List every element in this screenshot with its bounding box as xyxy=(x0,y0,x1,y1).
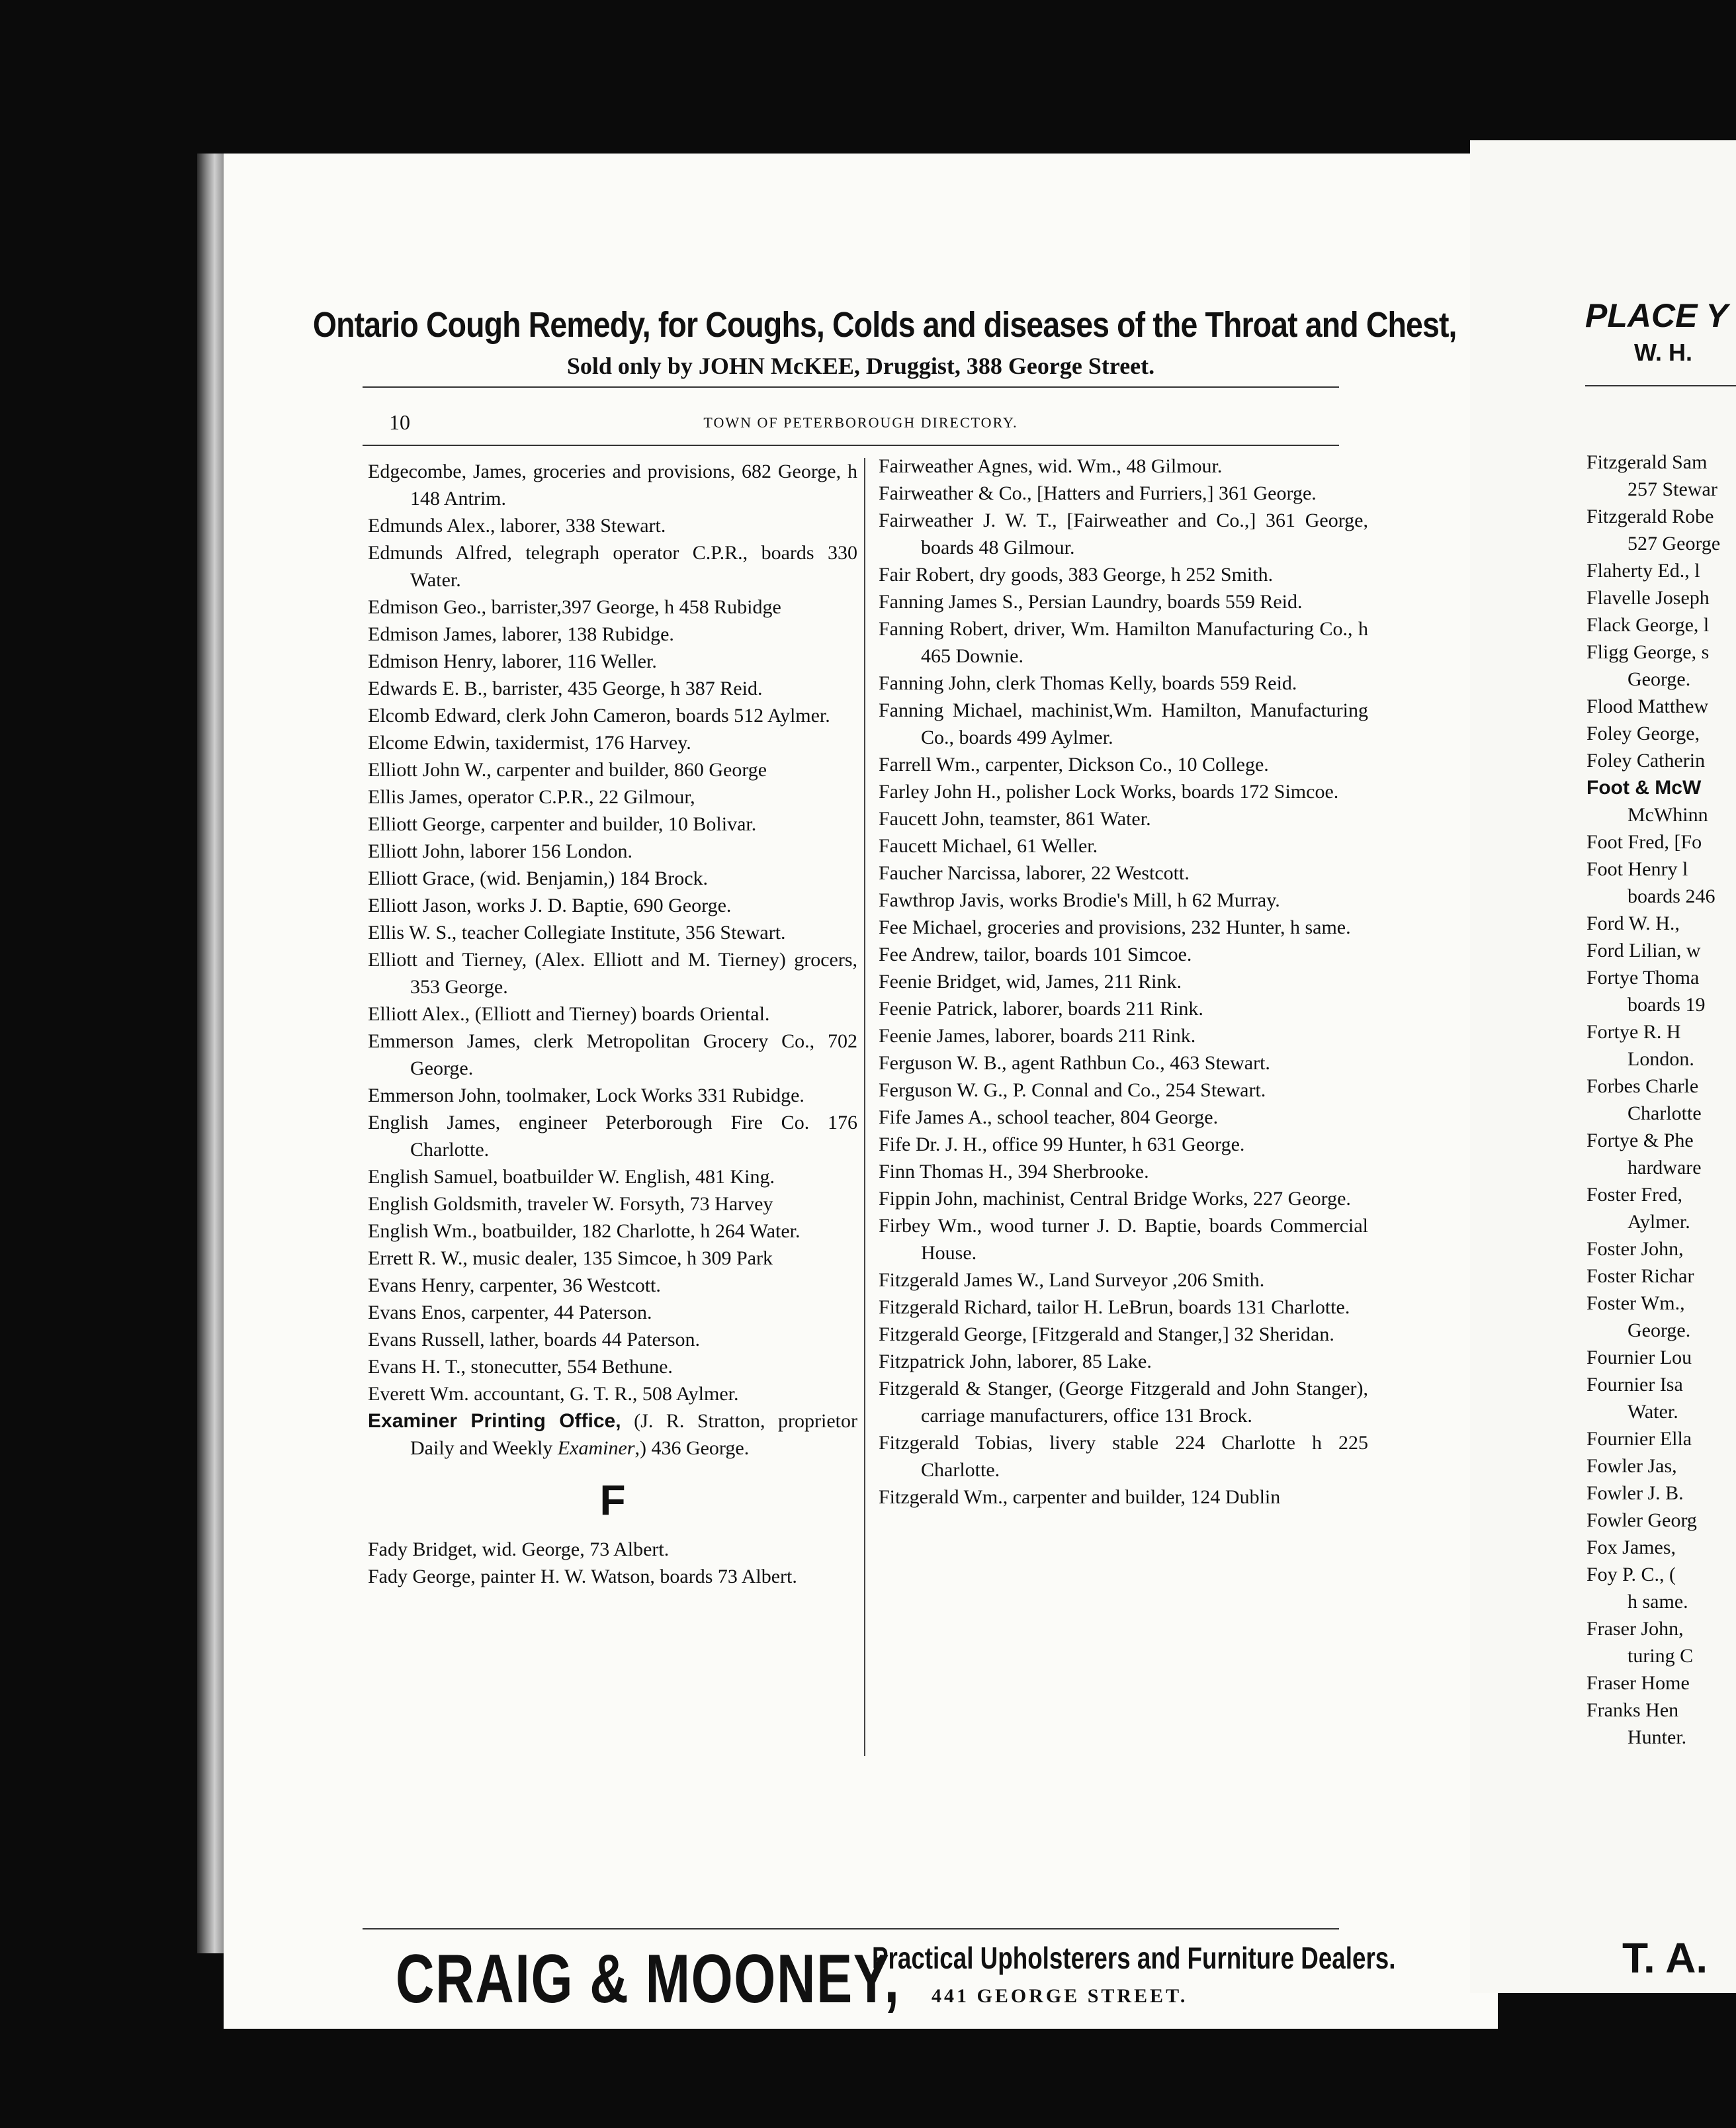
facing-entry-line: Fortye Thoma xyxy=(1586,967,1700,989)
facing-entry-line: Charlotte xyxy=(1628,1102,1702,1124)
directory-entry: Evans Russell, lather, boards 44 Paterson. xyxy=(368,1329,701,1351)
directory-entry: English James, engineer Peterborough Fire Co. 176 Charlotte. xyxy=(368,1112,857,1161)
directory-entry: Elliott Jason, works J. D. Baptie, 690 George. xyxy=(368,895,732,916)
directory-entry: Edwards E. B., barrister, 435 George, h 387 Reid. xyxy=(368,678,763,699)
directory-entry: Edmison Henry, laborer, 116 Weller. xyxy=(368,650,657,672)
directory-entry: Fairweather Agnes, wid. Wm., 48 Gilmour. xyxy=(879,455,1223,477)
directory-entry: Ellis W. S., teacher Collegiate Institute, 356 Stewart. xyxy=(368,922,786,944)
facing-entry-line: Foot Fred, [Fo xyxy=(1586,831,1702,853)
facing-entry-line: Ford W. H., xyxy=(1586,912,1680,934)
directory-entry: Fitzgerald & Stanger, (George Fitzgerald and John Stanger), carriage manufacturers, office 131 Brock. xyxy=(879,1378,1368,1427)
entry-list-f xyxy=(368,1536,857,1590)
facing-page-header: PLACE Y xyxy=(1585,297,1728,334)
craig-mooney-address: 441 GEORGE STREET. xyxy=(932,1985,1188,2007)
facing-entry-line: Water. xyxy=(1628,1401,1678,1423)
header-rule xyxy=(363,445,1339,446)
directory-entry: Edmison Geo., barrister,397 George, h 458 Rubidge xyxy=(368,596,781,618)
facing-entry-line: Foley George, xyxy=(1586,723,1700,744)
facing-entry-line: Fowler Jas, xyxy=(1586,1455,1677,1477)
directory-entry: Fawthrop Javis, works Brodie's Mill, h 62 Murray. xyxy=(879,889,1280,911)
facing-entry-line: Hunter. xyxy=(1628,1726,1687,1748)
facing-entry-line: London. xyxy=(1628,1048,1694,1070)
directory-entry: Fanning John, clerk Thomas Kelly, boards 559 Reid. xyxy=(879,672,1297,694)
craig-mooney-tagline: Practical Upholsterers and Furniture Dealers. xyxy=(872,1941,1396,1975)
facing-entry-line: Fox James, xyxy=(1586,1536,1676,1558)
examiner-italic: Examiner xyxy=(557,1437,635,1459)
facing-entry-line: Foster John, xyxy=(1586,1238,1684,1260)
ad-rule xyxy=(363,386,1339,388)
facing-entry-line: Flood Matthew xyxy=(1586,695,1709,717)
facing-entry-line: Ford Lilian, w xyxy=(1586,940,1701,961)
facing-entry-line: Fowler J. B. xyxy=(1586,1482,1684,1504)
facing-entry-line: Fortye R. H xyxy=(1586,1021,1681,1043)
directory-entry: Fitzpatrick John, laborer, 85 Lake. xyxy=(879,1351,1152,1372)
facing-entry-line: Flavelle Joseph xyxy=(1586,587,1710,609)
directory-entry: Fady George, painter H. W. Watson, boards 73 Albert. xyxy=(368,1566,797,1587)
directory-entry: Errett R. W., music dealer, 135 Simcoe, h 309 Park xyxy=(368,1247,773,1269)
cough-remedy-ad-headline: Ontario Cough Remedy, for Coughs, Colds and diseases of the Throat and Chest, xyxy=(312,305,1457,345)
directory-entry: Fitzgerald James W., Land Surveyor ,206 Smith. xyxy=(879,1269,1265,1291)
directory-entry: Emmerson John, toolmaker, Lock Works 331 Rubidge. xyxy=(368,1085,804,1106)
examiner-details: (J. R. Stratton, proprietor Daily and Weekly xyxy=(410,1410,857,1459)
directory-entry: Farrell Wm., carpenter, Dickson Co., 10 College. xyxy=(879,754,1269,776)
facing-entry-line: McWhinn xyxy=(1628,804,1708,826)
facing-entry-line: Fitzgerald Sam xyxy=(1586,451,1708,473)
directory-entry: Evans H. T., stonecutter, 554 Bethune. xyxy=(368,1356,673,1378)
facing-page xyxy=(1470,140,1736,1993)
directory-entry: Elliott Alex., (Elliott and Tierney) boards Oriental. xyxy=(368,1003,770,1025)
directory-entry: Fanning Robert, driver, Wm. Hamilton Manufacturing Co., h 465 Downie. xyxy=(879,618,1368,667)
facing-entry-line: Flaherty Ed., l xyxy=(1586,560,1700,582)
directory-column-left xyxy=(368,458,857,1590)
directory-entry: Fee Michael, groceries and provisions, 232 Hunter, h same. xyxy=(879,916,1351,938)
directory-entry: Elliott and Tierney, (Alex. Elliott and M. Tierney) grocers, 353 George. xyxy=(368,949,857,998)
facing-entry-line: George. xyxy=(1628,1319,1691,1341)
facing-header-rule xyxy=(1585,385,1736,386)
directory-entry: Fady Bridget, wid. George, 73 Albert. xyxy=(368,1538,670,1560)
facing-entry-line: Fowler Georg xyxy=(1586,1509,1697,1531)
facing-entry-line: Forbes Charle xyxy=(1586,1075,1699,1097)
facing-entry-line: Foley Catherin xyxy=(1586,750,1706,772)
directory-entry: Fairweather & Co., [Hatters and Furriers,] 361 George. xyxy=(879,482,1317,504)
directory-entry: Ferguson W. B., agent Rathbun Co., 463 Stewart. xyxy=(879,1052,1270,1074)
directory-entry: Evans Henry, carpenter, 36 Westcott. xyxy=(368,1274,661,1296)
facing-entry-list xyxy=(1586,449,1720,1751)
running-head: TOWN OF PETERBOROUGH DIRECTORY. xyxy=(703,414,1018,431)
facing-entry-line: Fournier Isa xyxy=(1586,1374,1683,1396)
facing-entry-line: boards 19 xyxy=(1628,994,1706,1016)
facing-entry-line: Fournier Ella xyxy=(1586,1428,1692,1450)
directory-entry: Edgecombe, James, groceries and provisions, 682 George, h 148 Antrim. xyxy=(368,461,857,510)
facing-entry-line: hardware xyxy=(1628,1157,1702,1178)
directory-entry: Feenie Patrick, laborer, boards 211 Rink. xyxy=(879,998,1203,1020)
directory-entry: Elliott John W., carpenter and builder, 860 George xyxy=(368,759,767,781)
directory-entry: Faucett Michael, 61 Weller. xyxy=(879,835,1098,857)
facing-entry-line: Flack George, l xyxy=(1586,614,1710,636)
directory-entry: Feenie Bridget, wid, James, 211 Rink. xyxy=(879,971,1182,993)
page-number: 10 xyxy=(389,410,410,434)
facing-entry-line: 257 Stewar xyxy=(1628,478,1717,500)
directory-entry: Feenie James, laborer, boards 211 Rink. xyxy=(879,1025,1196,1047)
directory-entry: Fitzgerald Wm., carpenter and builder, 124 Dublin xyxy=(879,1486,1281,1508)
examiner-entry xyxy=(368,1407,857,1462)
directory-entry: Elcome Edwin, taxidermist, 176 Harvey. xyxy=(368,732,691,754)
directory-entry: Fitzgerald Tobias, livery stable 224 Charlotte h 225 Charlotte. xyxy=(879,1432,1368,1481)
directory-entry: Ellis James, operator C.P.R., 22 Gilmour, xyxy=(368,786,695,808)
directory-entry: Elliott Grace, (wid. Benjamin,) 184 Brock. xyxy=(368,867,709,889)
directory-entry: English Samuel, boatbuilder W. English, 481 King. xyxy=(368,1166,775,1188)
directory-entry: Finn Thomas H., 394 Sherbrooke. xyxy=(879,1161,1149,1182)
directory-entry: Fitzgerald George, [Fitzgerald and Stanger,] 32 Sheridan. xyxy=(879,1323,1334,1345)
directory-column-right xyxy=(879,453,1368,1511)
directory-entry: Fitzgerald Richard, tailor H. LeBrun, boards 131 Charlotte. xyxy=(879,1296,1350,1318)
directory-entry: Elliott George, carpenter and builder, 10 Bolivar. xyxy=(368,813,757,835)
facing-entry-line: Foot & McW xyxy=(1586,777,1702,799)
directory-entry: Fairweather J. W. T., [Fairweather and Co.,] 361 George, boards 48 Gilmour. xyxy=(879,510,1368,558)
directory-entry: English Goldsmith, traveler W. Forsyth, 73 Harvey xyxy=(368,1193,773,1215)
directory-entry: Fife James A., school teacher, 804 George. xyxy=(879,1106,1219,1128)
facing-entry-line: Foster Fred, xyxy=(1586,1184,1682,1206)
cough-remedy-ad-seller: Sold only by JOHN McKEE, Druggist, 388 George Street. xyxy=(566,353,1155,379)
facing-page-footer: T. A. xyxy=(1622,1934,1708,1982)
examiner-address: ,) 436 George. xyxy=(634,1437,750,1459)
facing-page-subheader: W. H. xyxy=(1634,339,1692,366)
directory-entry: Fair Robert, dry goods, 383 George, h 252 Smith. xyxy=(879,564,1274,586)
directory-entry: Edmison James, laborer, 138 Rubidge. xyxy=(368,623,674,645)
directory-entry: Fanning Michael, machinist,Wm. Hamilton, Manufacturing Co., boards 499 Aylmer. xyxy=(879,699,1368,748)
directory-entry: Fippin John, machinist, Central Bridge Works, 227 George. xyxy=(879,1188,1351,1210)
section-letter: F xyxy=(599,1476,626,1524)
directory-entry: Fanning James S., Persian Laundry, boards 559 Reid. xyxy=(879,591,1303,613)
facing-entry-line: Foot Henry l xyxy=(1586,858,1688,880)
directory-entry: Farley John H., polisher Lock Works, boards 172 Simcoe. xyxy=(879,781,1339,803)
column-divider xyxy=(864,458,865,1756)
directory-entry: English Wm., boatbuilder, 182 Charlotte, h 264 Water. xyxy=(368,1220,801,1242)
directory-entry: Elliott John, laborer 156 London. xyxy=(368,840,632,862)
directory-entry: Faucett John, teamster, 861 Water. xyxy=(879,808,1151,830)
facing-entry-line: Fraser Home xyxy=(1586,1672,1690,1694)
footer-rule xyxy=(363,1928,1339,1929)
facing-entry-line: Fortye & Phe xyxy=(1586,1130,1694,1151)
directory-entry: Edmunds Alfred, telegraph operator C.P.R., boards 330 Water. xyxy=(368,542,857,591)
facing-entry-line: Aylmer. xyxy=(1628,1211,1690,1233)
directory-entry: Firbey Wm., wood turner J. D. Baptie, boards Commercial House. xyxy=(879,1215,1368,1264)
directory-page xyxy=(224,154,1498,2029)
examiner-name: Examiner Printing Office, xyxy=(368,1410,621,1432)
facing-entry-line: Foy P. C., ( xyxy=(1586,1564,1676,1585)
directory-entry: Emmerson James, clerk Metropolitan Grocery Co., 702 George. xyxy=(368,1030,857,1079)
facing-entry-line: Fitzgerald Robe xyxy=(1586,506,1714,527)
directory-entry: Faucher Narcissa, laborer, 22 Westcott. xyxy=(879,862,1190,884)
facing-entry-line: 527 George xyxy=(1628,533,1721,554)
facing-entry-line: boards 246 xyxy=(1628,885,1715,907)
directory-entry: Elcomb Edward, clerk John Cameron, boards 512 Aylmer. xyxy=(368,705,830,727)
directory-entry: Ferguson W. G., P. Connal and Co., 254 Stewart. xyxy=(879,1079,1266,1101)
facing-entry-line: Fournier Lou xyxy=(1586,1347,1692,1368)
directory-entry: Fife Dr. J. H., office 99 Hunter, h 631 George. xyxy=(879,1133,1245,1155)
facing-entry-line: Foster Richar xyxy=(1586,1265,1694,1287)
facing-entry-line: h same. xyxy=(1628,1591,1688,1613)
directory-entry: Fee Andrew, tailor, boards 101 Simcoe. xyxy=(879,944,1192,965)
directory-entry: Evans Enos, carpenter, 44 Paterson. xyxy=(368,1302,652,1323)
directory-entry: Everett Wm. accountant, G. T. R., 508 Aylmer. xyxy=(368,1383,739,1405)
facing-entry-line: turing C xyxy=(1628,1645,1694,1667)
directory-entry: Edmunds Alex., laborer, 338 Stewart. xyxy=(368,515,666,537)
facing-entry-line: Franks Hen xyxy=(1586,1699,1679,1721)
entry-list xyxy=(879,453,1368,1511)
facing-entry-line: Fligg George, s xyxy=(1586,641,1710,663)
facing-entry-line: Foster Wm., xyxy=(1586,1292,1685,1314)
facing-entry-line: George. xyxy=(1628,668,1691,690)
facing-entry-line: Fraser John, xyxy=(1586,1618,1684,1640)
craig-mooney-name: CRAIG & MOONEY, xyxy=(396,1941,900,2017)
entry-list xyxy=(368,458,857,1407)
